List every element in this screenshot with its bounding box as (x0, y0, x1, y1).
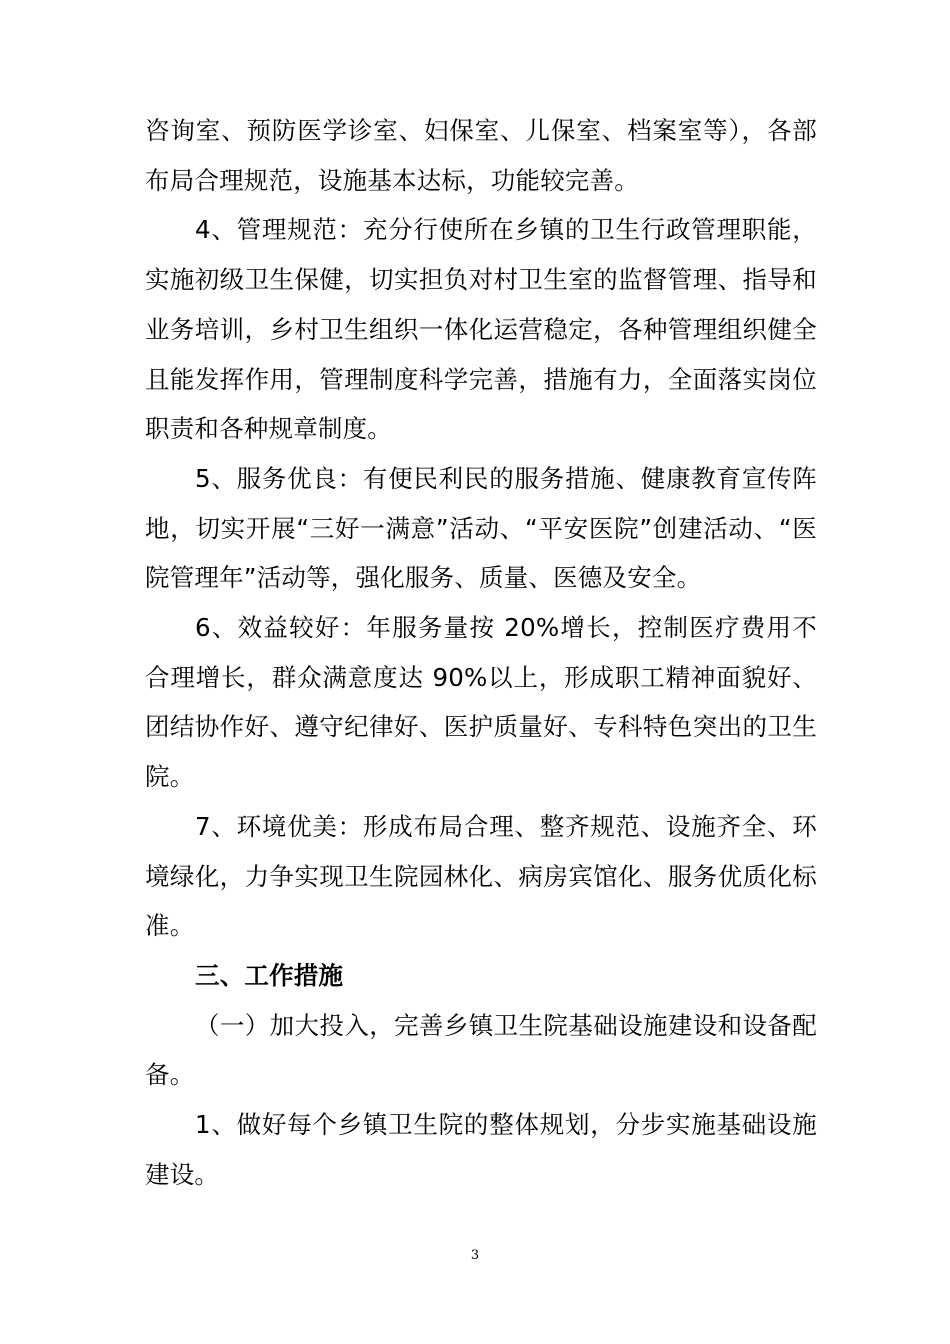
paragraph-beautiful-environment: 7、环境优美：形成布局合理、整齐规范、设施齐全、环境绿化，力争实现卫生院园林化、病房宾馆化、服务优质化标准。 (145, 811, 817, 941)
document-body (145, 106, 817, 1199)
paragraph-increase-investment: （一）加大投入，完善乡镇卫生院基础设施建设和设备配备。 (145, 1010, 817, 1090)
paragraph-quality-service: 5、服务优良：有便民利民的服务措施、健康教育宣传阵地，切实开展“三好一满意”活动、“平安医院”创建活动、“医院管理年”活动等，强化服务、质量、医德及安全。 (145, 463, 817, 593)
paragraph-overall-planning: 1、做好每个乡镇卫生院的整体规划，分步实施基础设施建设。 (145, 1110, 817, 1189)
page-number: 3 (470, 1248, 480, 1263)
paragraph-management-standards: 4、管理规范：充分行使所在乡镇的卫生行政管理职能，实施初级卫生保健，切实担负对村卫生室的监督管理、指导和业务培训，乡村卫生组织一体化运营稳定，各种管理组织健全且能发挥作用，管理制度科学完善，措施有力，全面落实岗位职责和各种规章制度。 (145, 215, 817, 444)
paragraph-good-benefits: 6、效益较好：年服务量按 20%增长，控制医疗费用不合理增长，群众满意度达 90%以上，形成职工精神面貌好、团结协作好、遵守纪律好、医护质量好、专科特色突出的卫生院。 (145, 613, 817, 792)
section-heading-work-measures: 三、工作措施 (195, 960, 344, 990)
paragraph-facilities-continued: 咨询室、预防医学诊室、妇保室、儿保室、档案室等），各部布局合理规范，设施基本达标，功能较完善。 (145, 116, 817, 195)
